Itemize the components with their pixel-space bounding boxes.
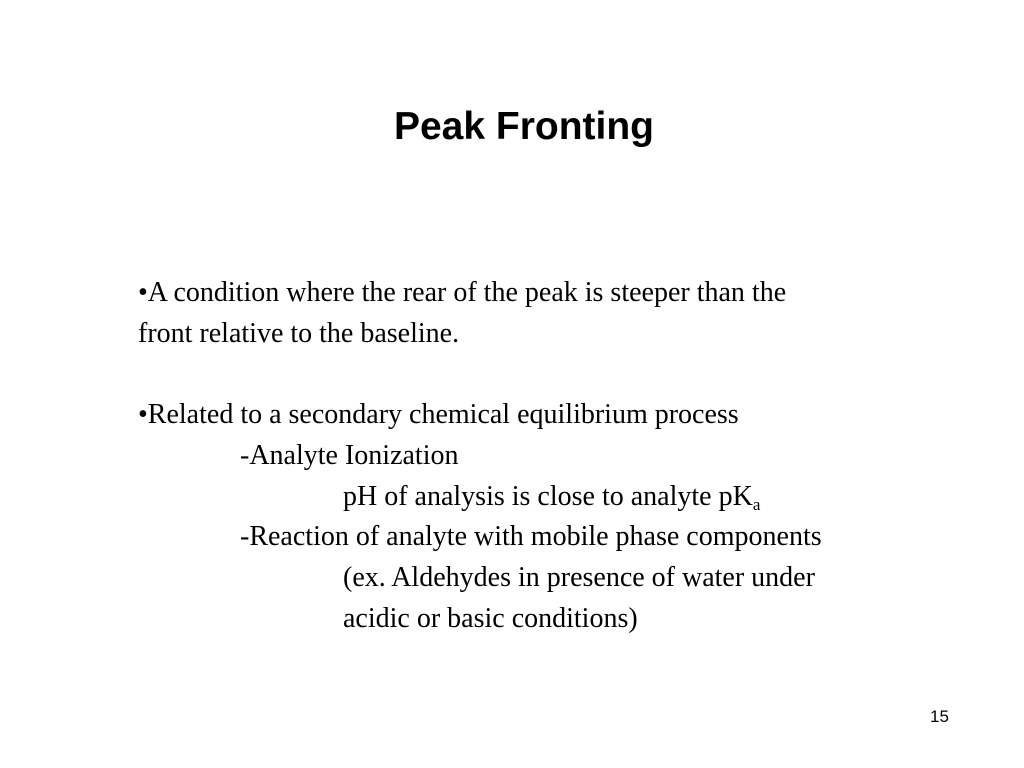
ph-detail-text: pH of analysis is close to analyte pK — [343, 481, 753, 512]
sub-item-reaction: -Reaction of analyte with mobile phase components — [240, 521, 822, 552]
bullet-1-line-2: front relative to the baseline. — [138, 318, 460, 349]
sub-item-ph-detail — [343, 481, 760, 513]
sub-item-example-line-1: (ex. Aldehydes in presence of water under — [343, 562, 815, 593]
sub-item-example-line-2: acidic or basic conditions) — [343, 603, 638, 634]
sub-item-analyte-ionization: -Analyte Ionization — [240, 440, 459, 471]
page-number: 15 — [930, 707, 949, 726]
slide-title: Peak Fronting — [393, 105, 655, 148]
pka-subscript: a — [752, 495, 761, 514]
bullet-2-line-1: •Related to a secondary chemical equilibrium process — [138, 399, 739, 430]
bullet-1-line-1: •A condition where the rear of the peak is steeper than the — [138, 277, 787, 308]
